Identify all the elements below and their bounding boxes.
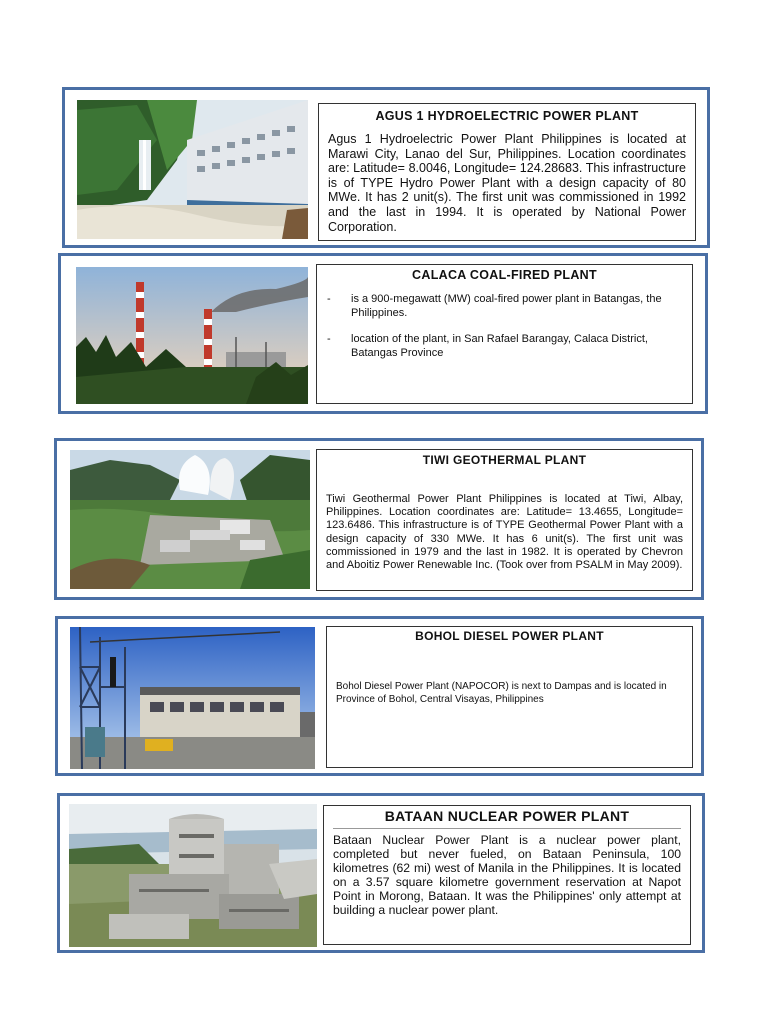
plant-title: TIWI GEOTHERMAL PLANT — [422, 453, 587, 467]
plant-title: CALACA COAL-FIRED PLANT — [412, 268, 597, 282]
plant-description: Bohol Diesel Power Plant (NAPOCOR) is next to Dampas and is located in Province of Bohol, Central Visayas, Philippines — [336, 681, 667, 705]
plant-title: BOHOL DIESEL POWER PLANT — [415, 629, 604, 643]
plant-info-box — [316, 264, 693, 404]
coal-plant-photo — [76, 267, 308, 404]
list-item: - is a 900-megawatt (MW) coal-fired power plant in Batangas, the Philippines. — [317, 292, 692, 320]
plant-info-box — [318, 103, 696, 241]
hydroelectric-plant-photo — [77, 100, 308, 239]
nuclear-plant-photo — [69, 804, 317, 947]
plant-card-bataan — [57, 793, 705, 953]
diesel-plant-photo — [70, 627, 315, 769]
plant-card-tiwi — [54, 438, 704, 600]
plant-info-box — [326, 626, 693, 768]
plant-description: Bataan Nuclear Power Plant is a nuclear power plant, completed but never fueled, on Bataan Peninsula, 100 kilometres (62 mi) west of Manila in the Philippines. It is located on a 3.57 square kilometre government reservation at Napot Point in Morong, Bataan. It was the Philippines' only attempt at building a nuclear power plant. — [333, 833, 681, 917]
plant-title: AGUS 1 HYDROELECTRIC POWER PLANT — [375, 109, 639, 123]
plant-info-box — [316, 449, 693, 591]
plant-card-agus — [62, 87, 710, 248]
list-item: - location of the plant, in San Rafael Barangay, Calaca District, Batangas Province — [317, 332, 692, 360]
plant-card-calaca — [58, 253, 708, 414]
geothermal-plant-photo — [70, 450, 310, 589]
plant-facts-list — [317, 292, 692, 360]
plant-title: BATAAN NUCLEAR POWER PLANT — [333, 808, 681, 829]
plant-info-box — [323, 805, 691, 945]
plant-card-bohol — [55, 616, 704, 776]
plant-description: Agus 1 Hydroelectric Power Plant Philippines is located at Marawi City, Lanao del Sur, Philippines. Location coordinates are: Latitude= 8.0046, Longitude= 124.28683. This infrastructure is of TYPE Hydro Power Plant with a design capacity of 80 MWe. It has 2 unit(s). The first unit was commissioned in 1992 and the last in 1994. It is operated by National Power Corporation. — [328, 132, 686, 234]
plant-description: Tiwi Geothermal Power Plant Philippines is located at Tiwi, Albay, Philippines. Location coordinates are: Latitude= 13.4655, Longitude= 123.6486. This infrastructure is of TYPE Geothermal Power Plant with a design capacity of 330 MWe. It has 6 unit(s). The first unit was commissioned in 1979 and the last in 1982. It is operated by Chevron and Aboitiz Power Renewable Inc. (Took over from PSALM in May 2009). — [326, 493, 683, 572]
